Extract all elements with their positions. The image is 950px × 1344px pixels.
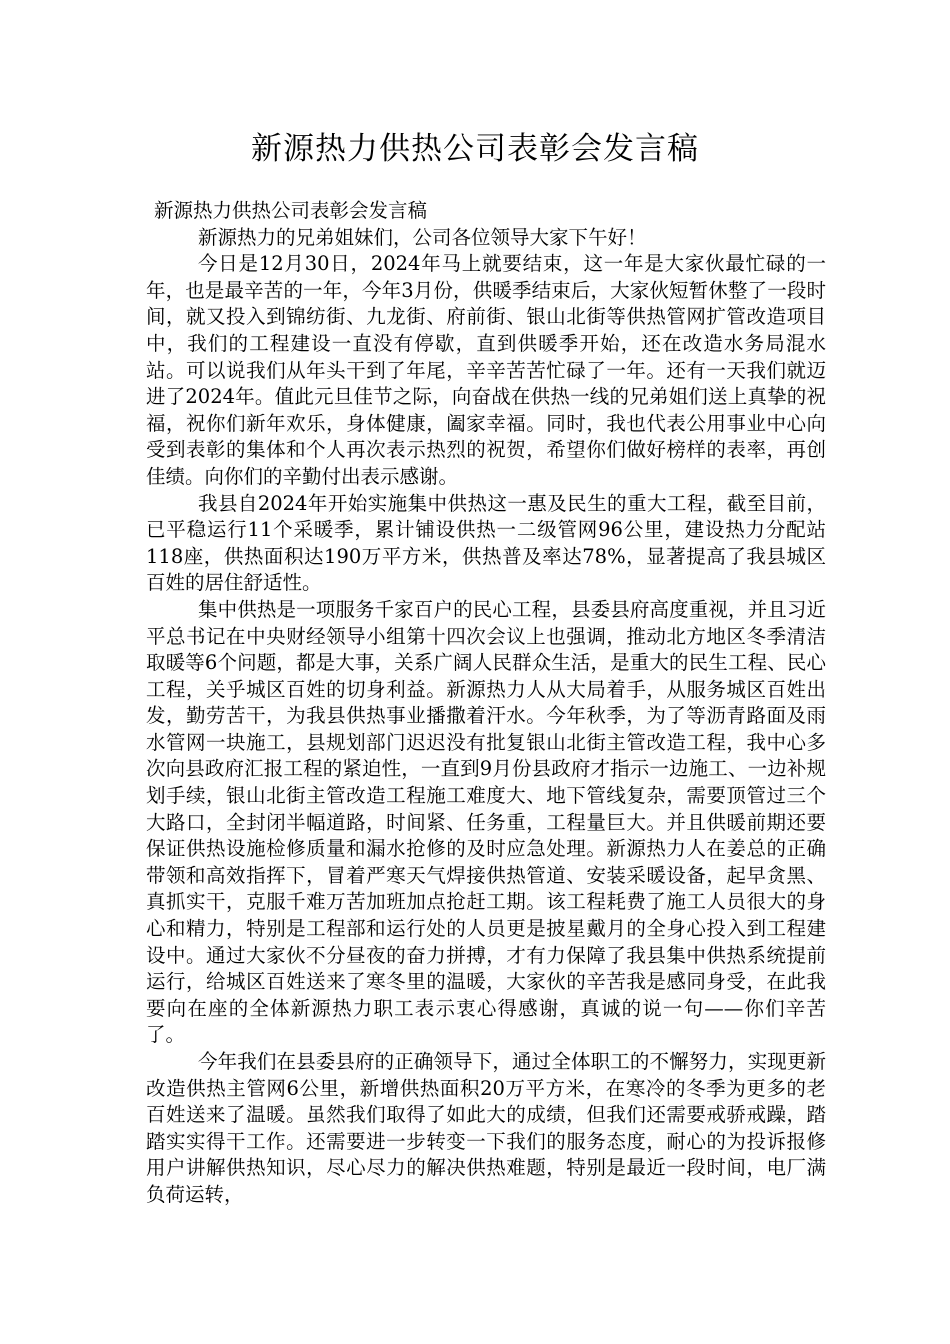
- document-subtitle: 新源热力供热公司表彰会发言稿: [154, 199, 428, 222]
- body-paragraph: 今日是12月30日，2024年马上就要结束，这一年是大家伙最忙碌的一年，也是最辛苦的一年，今年3月份，供暖季结束后，大家伙短暂休整了一段时间，就又投入到锦纺街、九龙街、府前街、银山北街等供热管网扩管改造项目中，我们的工程建设一直没有停歇，直到供暖季开始，还在改造水务局混水站。可以说我们从年头干到了年尾，辛辛苦苦忙碌了一年。还有一天我们就迈进了2024年。值此元旦佳节之际，向奋战在供热一线的兄弟姐们送上真挚的祝福，祝你们新年欢乐，身体健康，阖家幸福。同时，我也代表公用事业中心向受到表彰的集体和个人再次表示热烈的祝贺，希望你们做好榜样的表率，再创佳绩。向你们的辛勤付出表示感谢。: [146, 252, 826, 488]
- body-paragraph: 集中供热是一项服务千家百户的民心工程，县委县府高度重视，并且习近平总书记在中央财经领导小组第十四次会议上也强调，推动北方地区冬季清洁取暖等6个问题，都是大事，关系广阔人民群众生活，是重大的民生工程、民心工程，关乎城区百姓的切身利益。新源热力人从大局着手，从服务城区百姓出发，勤劳苦干，为我县供热事业播撒着汗水。今年秋季，为了等沥青路面及雨水管网一块施工，县规划部门迟迟没有批复银山北街主管改造工程，我中心多次向县政府汇报工程的紧迫性，一直到9月份县政府才指示一边施工、一边补规划手续，银山北街主管改造工程施工难度大、地下管线复杂，需要顶管过三个大路口，全封闭半幅道路，时间紧、任务重，工程量巨大。并且供暖前期还要保证供热设施检修质量和漏水抢修的及时应急处理。新源热力人在姜总的正确带领和高效指挥下，冒着严寒天气焊接供热管道、安装采暖设备，起早贪黑、真抓实干，克服千难万苦加班加点抢赶工期。该工程耗费了施工人员很大的身心和精力，特别是工程部和运行处的人员更是披星戴月的全身心投入到工程建设中。通过大家伙不分昼夜的奋力拼搏，才有力保障了我县集中供热系统提前运行，给城区百姓送来了寒冬里的温暖，大家伙的辛苦我是感同身受，在此我要向在座的全体新源热力职工表示衷心得感谢，真诚的说一句——你们辛苦了。: [146, 597, 826, 1047]
- body-paragraph: 我县自2024年开始实施集中供热这一惠及民生的重大工程，截至目前，已平稳运行11个采暖季，累计铺设供热一二级管网96公里，建设热力分配站118座，供热面积达190万平方米，供热普及率达78%，显著提高了我县城区百姓的居住舒适性。: [146, 491, 826, 595]
- body-paragraph: 今年我们在县委县府的正确领导下，通过全体职工的不懈努力，实现更新改造供热主管网6公里，新增供热面积20万平方米，在寒冷的冬季为更多的老百姓送来了温暖。虽然我们取得了如此大的成绩，但我们还需要戒骄戒躁，踏踏实实得干工作。还需要进一步转变一下我们的服务态度，耐心的为投诉报修用户讲解供热知识，尽心尽力的解决供热难题，特别是最近一段时间，电厂满负荷运转，: [146, 1050, 826, 1206]
- greeting-paragraph: 新源热力的兄弟姐妹们，公司各位领导大家下午好！: [198, 225, 647, 249]
- document-body: [146, 198, 826, 1209]
- document-title: 新源热力供热公司表彰会发言稿: [251, 131, 699, 167]
